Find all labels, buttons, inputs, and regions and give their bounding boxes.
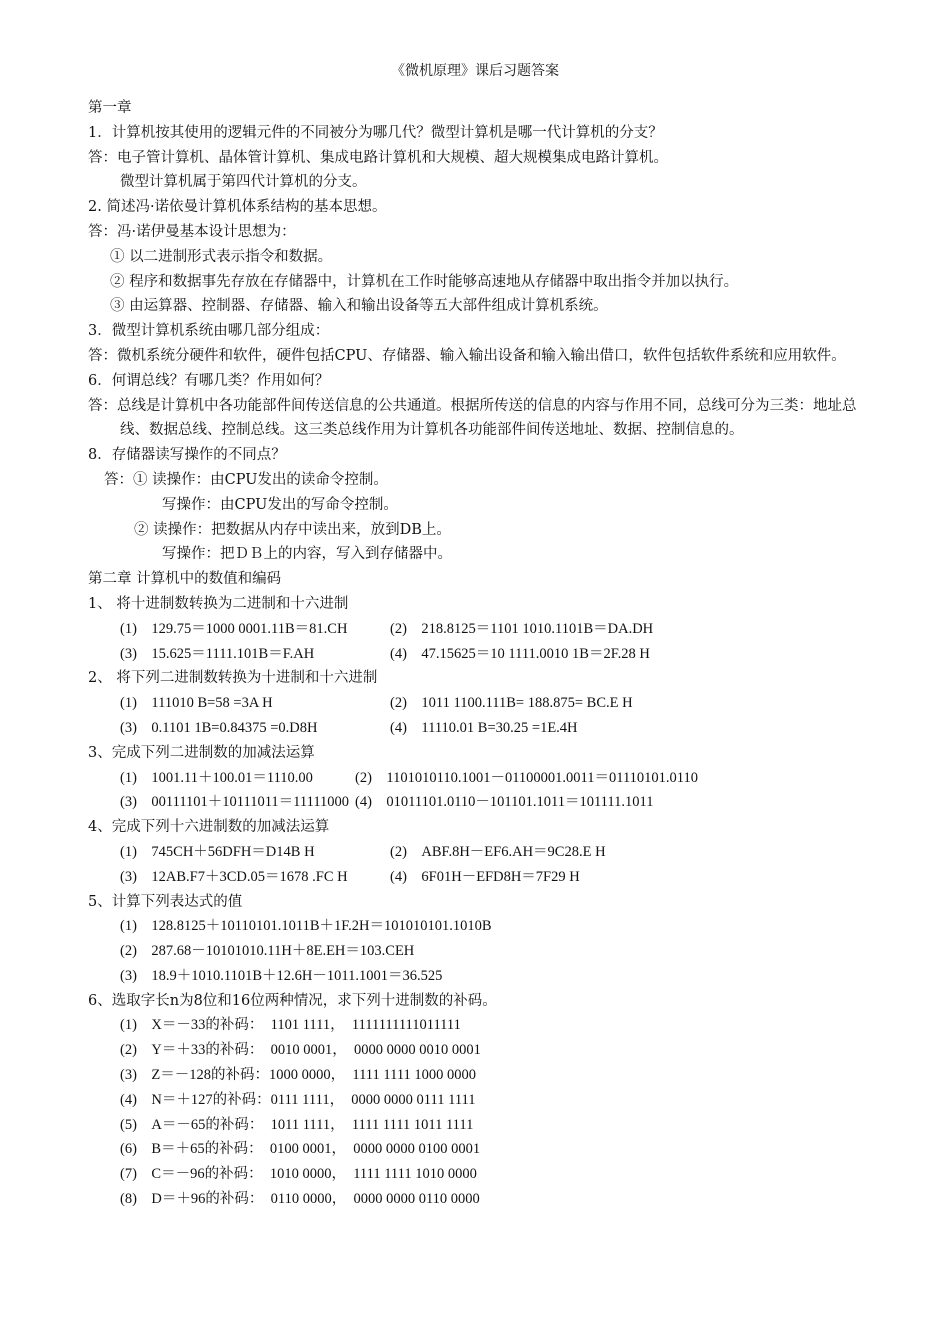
- answer-item: (4) 6F01H－EFD8H＝7F29 H: [390, 868, 580, 885]
- answer-item: (1) X＝－33的补码： 1101 1111， 1111111111011111: [120, 1017, 461, 1034]
- section-5-title: 5、计算下列表达式的值: [88, 893, 243, 910]
- answer-item: (1) 129.75＝1000 0001.11B＝81.CH: [120, 620, 348, 637]
- answer-item: (7) C＝－96的补码： 1010 0000， 1111 1111 1010 0000: [120, 1166, 477, 1183]
- answer-row: [88, 1162, 878, 1187]
- answer-item: (1) 1001.11＋100.01＝1110.00: [120, 769, 313, 786]
- answer-row: [88, 1013, 878, 1038]
- answer-item: (2) Y＝＋33的补码： 0010 0001， 0000 0000 0010 0001: [120, 1042, 481, 1059]
- section-1-title: 1、 将十进制数转换为二进制和十六进制: [88, 595, 349, 612]
- answer-item: (2) 218.8125＝1101 1010.1101B＝DA.DH: [390, 620, 654, 637]
- document-body: [88, 96, 878, 1212]
- answer-2-intro: 答：冯·诺伊曼基本设计思想为：: [88, 223, 296, 240]
- chapter-2-heading: 第二章 计算机中的数值和编码: [88, 571, 282, 588]
- answer-item: (2) 1101010110.1001－01100001.0011＝01110101.0110: [355, 769, 699, 786]
- answer-item: (3) 0.1101 1B=0.84375 =0.D8H: [120, 719, 318, 736]
- answer-item: (3) Z＝－128的补码：1000 0000， 1111 1111 1000 0000: [120, 1067, 477, 1084]
- answer-item: (1) 128.8125＋10110101.1011B＋1F.2H＝101010101.1010B: [120, 918, 492, 935]
- answer-8-line: ② 读操作：把数据从内存中读出来，放到DB上。: [134, 521, 451, 538]
- section-2-title: 2、 将下列二进制数转换为十进制和十六进制: [88, 670, 378, 687]
- answer-row: [88, 1038, 878, 1063]
- answer-row: [88, 939, 878, 964]
- answer-1-line-2: 微型计算机属于第四代计算机的分支。: [120, 174, 367, 191]
- answer-item: (3) 15.625＝1111.101B＝F.AH: [120, 645, 315, 662]
- answer-2-point: ① 以二进制形式表示指令和数据。: [110, 248, 333, 265]
- answer-item: (2) ABF.8H－EF6.AH＝9C28.E H: [390, 843, 606, 860]
- answer-item: (8) D＝＋96的补码： 0110 0000， 0000 0000 0110 0000: [120, 1191, 480, 1208]
- answer-row: [88, 1187, 878, 1212]
- answer-row: [88, 691, 878, 716]
- answer-item: (4) 47.15625＝10 1111.0010 1B＝2F.28 H: [390, 645, 650, 662]
- section-3-title: 3、完成下列二进制数的加减法运算: [88, 744, 315, 761]
- question-2: 2. 简述冯·诺依曼计算机体系结构的基本思想。: [88, 199, 387, 216]
- answer-1-line-1: 答：电子管计算机、晶体管计算机、集成电路计算机和大规模、超大规模集成电路计算机。: [88, 149, 668, 166]
- answer-2-point: ③ 由运算器、控制器、存储器、输入和输出设备等五大部件组成计算机系统。: [110, 298, 608, 315]
- answer-row: [88, 790, 878, 815]
- answer-row: [88, 716, 878, 741]
- answer-item: (4) 11110.01 B=30.25 =1E.4H: [390, 719, 578, 736]
- answer-8-line: 写操作：由CPU发出的写命令控制。: [162, 496, 398, 513]
- answer-row: [88, 1088, 878, 1113]
- answer-2-point: ② 程序和数据事先存放在存储器中，计算机在工作时能够高速地从存储器中取出指令并加以执行。: [110, 273, 739, 290]
- question-6: 6．何谓总线？有哪几类？作用如何？: [88, 372, 330, 389]
- answer-8-line: 写操作：把ＤＢ上的内容，写入到存储器中。: [162, 546, 452, 563]
- answer-item: (3) 12AB.F7＋3CD.05＝1678 .FC H: [120, 868, 348, 885]
- answer-3: 答：微机系统分硬件和软件，硬件包括CPU、存储器、输入输出设备和输入输出借口，软件包括软件系统和应用软件。: [88, 347, 846, 364]
- document-title: 《微机原理》课后习题答案: [391, 63, 559, 79]
- answer-6: 答：总线是计算机中各功能部件间传送信息的公共通道。根据所传送的信息的内容与作用不同，总线可分为三类：地址总线、数据总线、控制总线。这三类总线作用为计算机各功能部件间传送地址、数据、控制信息的。: [88, 397, 857, 439]
- answer-row: [88, 1113, 878, 1138]
- answer-item: (2) 1011 1100.111B= 188.875= BC.E H: [390, 695, 633, 712]
- answer-item: (6) B＝＋65的补码： 0100 0001， 0000 0000 0100 0001: [120, 1141, 481, 1158]
- chapter-1-heading: 第一章: [88, 100, 132, 116]
- answer-item: (1) 745CH＋56DFH＝D14B H: [120, 843, 315, 860]
- question-8: 8．存储器读写操作的不同点？: [88, 447, 286, 464]
- section-4-title: 4、完成下列十六进制数的加减法运算: [88, 819, 330, 836]
- answer-8-line: 答：① 读操作：由CPU发出的读命令控制。: [104, 471, 388, 488]
- answer-row: [88, 642, 878, 667]
- answer-item: (3) 00111101＋10111011＝11111000: [120, 794, 350, 811]
- answer-row: [88, 914, 878, 939]
- question-1: 1．计算机按其使用的逻辑元件的不同被分为哪几代？微型计算机是哪一代计算机的分支？: [88, 124, 663, 141]
- answer-item: (4) N＝＋127的补码：0111 1111， 0000 0000 0111 1111: [120, 1091, 476, 1108]
- answer-row: [88, 865, 878, 890]
- answer-item: (3) 18.9＋1010.1101B＋12.6H－1011.1001＝36.525: [120, 967, 443, 984]
- answer-item: (5) A＝－65的补码： 1011 1111， 1111 1111 1011 1111: [120, 1116, 474, 1133]
- answer-item: (2) 287.68－10101010.11H＋8E.EH＝103.CEH: [120, 943, 415, 960]
- answer-row: [88, 1137, 878, 1162]
- answer-row: [88, 766, 878, 791]
- answer-item: (4) 01011101.0110－101101.1011＝101111.1011: [355, 794, 654, 811]
- answer-row: [88, 964, 878, 989]
- answer-row: [88, 840, 878, 865]
- answer-item: (1) 111010 B=58 =3A H: [120, 695, 273, 712]
- section-6-title: 6、选取字长n为8位和16位两种情况，求下列十进制数的补码。: [88, 992, 497, 1009]
- answer-row: [88, 617, 878, 642]
- answer-row: [88, 1063, 878, 1088]
- question-3: 3．微型计算机系统由哪几部分组成：: [88, 323, 330, 340]
